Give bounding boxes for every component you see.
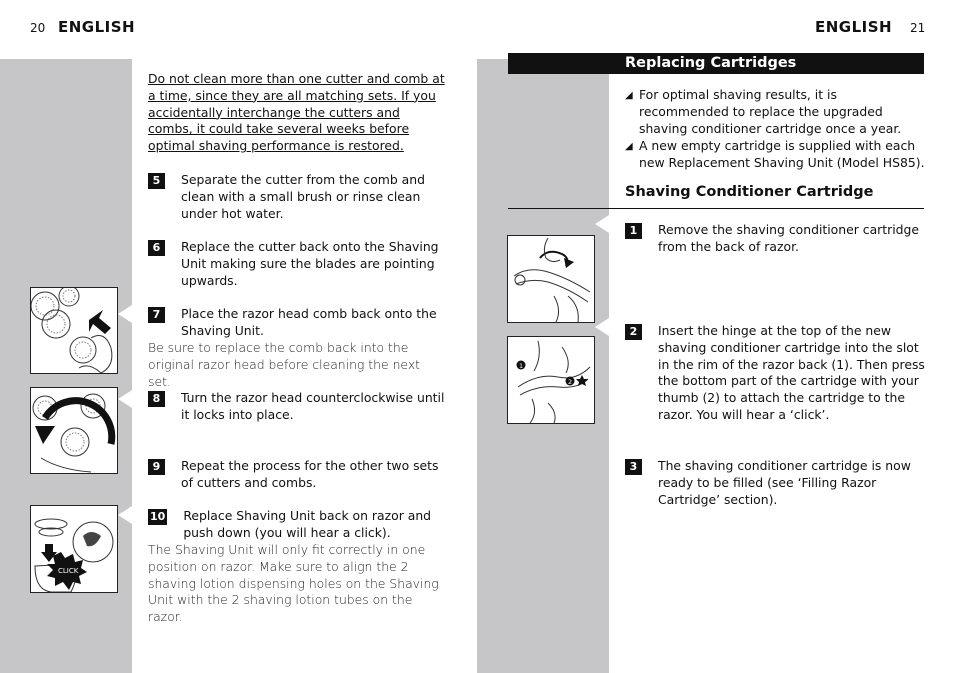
bullet-item (625, 87, 925, 137)
turn-head-drawing (31, 388, 117, 473)
step-text: Insert the hinge at the top of the new shaving conditioner cartridge into the slot in the rim of the razor back (1). Then press the bottom part of the cartridge with your thumb (2) to attach the cartridge to the razor. You will hear a ‘click’. (658, 323, 925, 422)
bullet-icon: ◢ (625, 141, 633, 152)
step-number: 10 (150, 510, 166, 523)
callout-pointer (118, 305, 132, 323)
step-number: 3 (625, 459, 642, 475)
step-10 (148, 508, 448, 542)
callout-number-2: 2 (568, 378, 573, 386)
bullet-text: For optimal shaving results, it is recommended to replace the upgraded shaving conditioner cartridge once a year. (639, 87, 902, 136)
section-title: Replacing Cartridges (625, 55, 797, 71)
step-text: Replace the cutter back onto the Shaving Unit making sure the blades are pointing upwards. (181, 239, 439, 288)
step-number: 1 (625, 223, 642, 239)
bullet-icon: ◢ (625, 90, 633, 101)
step-6 (148, 239, 448, 289)
step-text: Place the razor head comb back onto the Shaving Unit. (181, 306, 437, 338)
step-number: 9 (148, 459, 165, 475)
step-text: The shaving conditioner cartridge is now ready to be filled (see ‘Filling Razor Cartridge’ section). (658, 458, 911, 507)
step-number: 7 (148, 307, 165, 323)
subsection-rule (508, 208, 924, 209)
remove-cartridge-drawing (508, 236, 594, 322)
insert-cartridge-drawing (508, 337, 594, 423)
left-page-number: 20 (30, 21, 46, 35)
replace-unit-drawing (31, 506, 117, 592)
illustration-comb-placement (30, 287, 118, 374)
comb-placement-drawing (31, 288, 117, 373)
callout-number-1: 1 (519, 362, 524, 370)
step-number: 2 (625, 324, 642, 340)
step-number: 8 (148, 391, 165, 407)
illustration-replace-shaving-unit (30, 505, 118, 593)
bullet-text: A new empty cartridge is supplied with each new Replacement Shaving Unit (Model HS85). (639, 138, 925, 170)
step-10-note: The Shaving Unit will only fit correctly in one position on razor. Make sure to align the 2 shaving lotion dispensing holes on the Shaving Unit with the 2 shaving lotion tubes on the razor. (148, 542, 439, 625)
right-step-1 (625, 222, 925, 256)
left-page-header: ENGLISH (58, 18, 136, 36)
callout-pointer (595, 215, 609, 233)
step-number: 5 (148, 173, 165, 189)
step-8 (148, 390, 448, 424)
click-label: CLICK (58, 567, 79, 575)
callout-pointer (118, 390, 132, 408)
right-step-3 (625, 458, 925, 508)
bullet-item (625, 138, 925, 172)
right-page-number: 21 (910, 21, 926, 35)
warning-text: Do not clean more than one cutter and comb at a time, since they are all matching sets. If you accidentally interchange the cutters and combs, it could take several weeks before optimal shaving performance is restored. (148, 71, 445, 154)
callout-pointer (118, 506, 132, 524)
illustration-insert-cartridge (507, 336, 595, 424)
subsection-title: Shaving Conditioner Cartridge (625, 184, 874, 200)
step-text: Replace Shaving Unit back on razor and push down (you will hear a click). (183, 508, 432, 540)
illustration-turn-counterclockwise (30, 387, 118, 474)
step-text: Repeat the process for the other two sets of cutters and combs. (181, 458, 439, 490)
step-5 (148, 172, 448, 222)
right-page-header: ENGLISH (815, 18, 893, 36)
step-number: 6 (148, 240, 165, 256)
step-7 (148, 306, 448, 340)
right-step-2 (625, 323, 925, 424)
callout-pointer (595, 318, 609, 336)
step-9 (148, 458, 448, 492)
illustration-remove-cartridge (507, 235, 595, 323)
step-text: Separate the cutter from the comb and clean with a small brush or rinse clean under hot water. (181, 172, 425, 221)
step-text: Turn the razor head counterclockwise until it locks into place. (181, 390, 445, 422)
step-7-note: Be sure to replace the comb back into the original razor head before cleaning the next set. (148, 340, 421, 389)
step-text: Remove the shaving conditioner cartridge from the back of razor. (658, 222, 920, 254)
